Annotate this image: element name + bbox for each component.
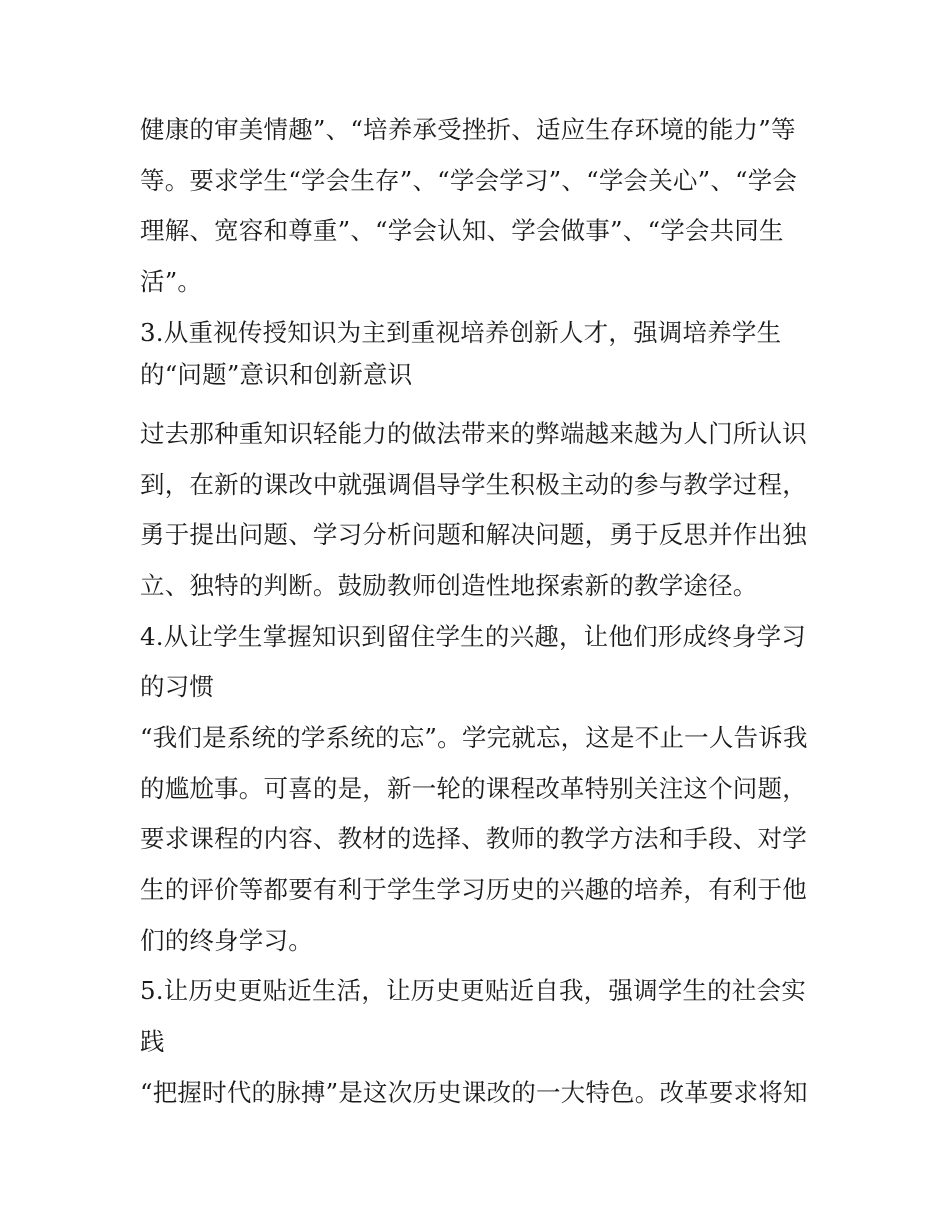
text-line: 立、独特的判断。鼓励教师创造性地探索新的教学途径。 [140, 571, 758, 600]
text-line: “把握时代的脉搏”是这次历史课改的一大特色。改革要求将知 [140, 1078, 808, 1107]
text-line: “我们是系统的学系统的忘”。学完就忘，这是不止一人告诉我 [140, 723, 808, 752]
section-heading-5-cont: 践 [140, 1027, 165, 1056]
section-heading-4: 4.从让学生掌握知识到留住学生的兴趣，让他们形成终身学习 [140, 622, 806, 651]
section-heading-3: 3.从重视传授知识为主到重视培养创新人才，强调培养学生 [140, 318, 782, 347]
text-line: 过去那种重知识轻能力的做法带来的弊端越来越为人门所认识 [140, 419, 807, 448]
text-line: 生的评价等都要有利于学生学习历史的兴趣的培养，有利于他 [140, 875, 807, 904]
text-line: 要求课程的内容、教材的选择、教师的教学方法和手段、对学 [140, 824, 807, 853]
text-line: 勇于提出问题、学习分析问题和解决问题，勇于反思并作出独 [140, 520, 807, 549]
text-line: 到，在新的课改中就强调倡导学生积极主动的参与教学过程， [140, 470, 807, 499]
text-line: 的尴尬事。可喜的是，新一轮的课程改革特别关注这个问题， [140, 774, 807, 803]
section-heading-3-cont: 的“问题”意识和创新意识 [140, 360, 413, 389]
text-line: 理解、宽容和尊重”、“学会认知、学会做事”、“学会共同生 [140, 216, 784, 245]
text-line: 健康的审美情趣”、“培养承受挫折、适应生存环境的能力”等 [140, 115, 796, 144]
text-line: 等。要求学生“学会生存”、“学会学习”、“学会关心”、“学会 [140, 166, 798, 195]
text-line: 活”。 [140, 267, 203, 296]
section-heading-5: 5.让历史更贴近生活，让历史更贴近自我，强调学生的社会实 [140, 976, 806, 1005]
text-line: 们的终身学习。 [140, 926, 313, 955]
section-heading-4-cont: 的习惯 [140, 672, 215, 701]
